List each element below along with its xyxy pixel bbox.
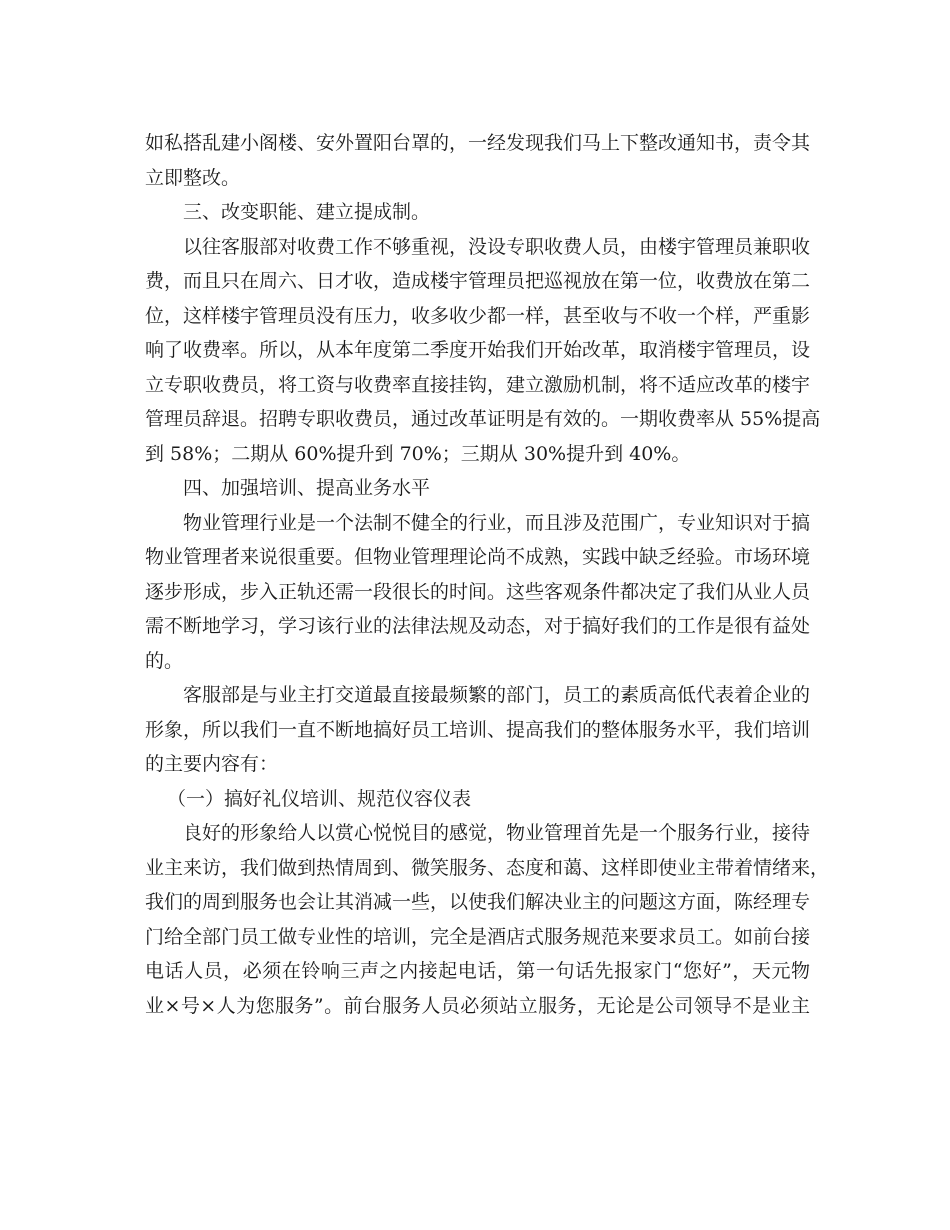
- section-heading: 三、改变职能、建立提成制。: [183, 201, 431, 223]
- text-line: 良好的形象给人以赏心悦悦目的感觉，物业管理首先是一个服务行业，接待: [183, 822, 811, 844]
- text-line: 立专职收费员，将工资与收费率直接挂钩，建立激励机制，将不适应改革的楼宇: [145, 373, 811, 396]
- text-line: 逐步形成，步入正轨还需一段很长的时间。这些客观条件都决定了我们从业人员: [145, 580, 811, 603]
- text-line: 管理员辞退。招聘专职收费员，通过改革证明是有效的。一期收费率从 55%提高: [145, 408, 821, 430]
- text-line: 费，而且只在周六、日才收，造成楼宇管理员把巡视放在第一位，收费放在第二: [145, 270, 811, 292]
- text-line: 的主要内容有：: [145, 753, 279, 775]
- text-line: 需不断地学习，学习该行业的法律法规及动态，对于搞好我们的工作是很有益处: [145, 615, 811, 637]
- text-line: 形象，所以我们一直不断地搞好员工培训、提高我们的整体服务水平，我们培训: [145, 718, 811, 741]
- subsection-heading: （一）搞好礼仪培训、规范仪容仪表: [167, 787, 472, 810]
- text-line: 以往客服部对收费工作不够重视，没设专职收费人员，由楼宇管理员兼职收: [183, 235, 811, 258]
- text-line: 响了收费率。所以，从本年度第二季度开始我们开始改革，取消楼宇管理员，设: [145, 339, 811, 361]
- text-line: 到 58%；二期从 60%提升到 70%；三期从 30%提升到 40%。: [145, 442, 691, 465]
- text-line: 电话人员，必须在铃响三声之内接起电话，第一句话先报家门“您好”，天元物: [145, 960, 810, 982]
- text-line: 立即整改。: [145, 166, 241, 189]
- text-line: 业主来访，我们做到热情周到、微笑服务、态度和蔼、这样即使业主带着情绪来，: [145, 856, 830, 879]
- text-line: 物业管理者来说很重要。但物业管理理论尚不成熟，实践中缺乏经验。市场环境: [145, 546, 811, 568]
- text-line: 如私搭乱建小阁楼、安外置阳台罩的，一经发现我们马上下整改通知书，责令其: [145, 132, 811, 154]
- text-line: 客服部是与业主打交道最直接最频繁的部门，员工的素质高低代表着企业的: [183, 684, 811, 706]
- text-line: 我们的周到服务也会让其消减一些，以使我们解决业主的问题这方面，陈经理专: [145, 891, 811, 913]
- section-heading: 四、加强培训、提高业务水平: [183, 477, 431, 499]
- text-line: 的。: [145, 649, 184, 672]
- text-line: 位，这样楼宇管理员没有压力，收多收少都一样，甚至收与不收一个样，严重影: [145, 304, 811, 327]
- text-line: 物业管理行业是一个法制不健全的行业，而且涉及范围广，专业知识对于搞: [183, 511, 811, 534]
- document-body: [145, 126, 830, 1023]
- text-line: 门给全部门员工做专业性的培训，完全是酒店式服务规范来要求员工。如前台接: [145, 925, 811, 948]
- text-line: 业×号×人为您服务”。前台服务人员必须站立服务，无论是公司领导不是业主: [145, 994, 810, 1017]
